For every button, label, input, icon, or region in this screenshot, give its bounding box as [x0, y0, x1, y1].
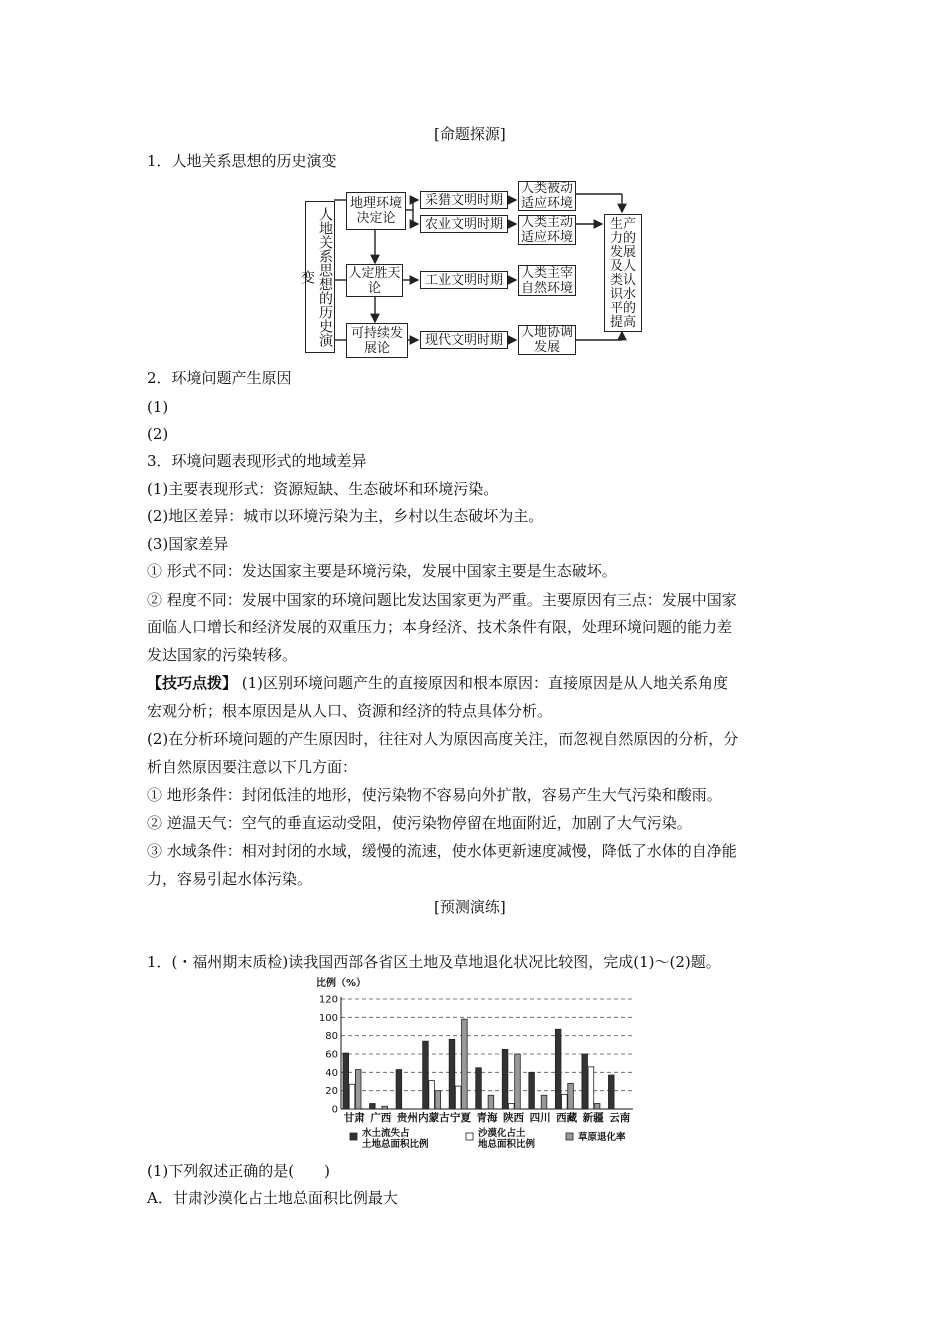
theory-sustainable-text: 可持续发展论	[350, 325, 403, 356]
bar-grassland	[382, 1106, 388, 1109]
period-modern	[420, 331, 508, 349]
tip-line: (2)在分析环境问题的产生原因时，往往对人为原因高度关注，而忽视自然原因的分析，分	[147, 730, 739, 748]
period-agriculture	[420, 215, 508, 233]
x-tick-label: 内蒙古	[418, 1112, 450, 1124]
legend-label: 地总面积比例	[478, 1139, 536, 1150]
period-agriculture-text: 农业文明时期	[424, 216, 503, 232]
period-hunting-text: 采猎文明时期	[424, 192, 503, 208]
theory-conquer-nature-text: 人定胜天论	[348, 265, 401, 296]
x-tick-label: 贵州	[396, 1112, 418, 1124]
bar-grassland	[568, 1083, 574, 1109]
legend-swatch	[350, 1133, 357, 1140]
theory-sustainable	[346, 323, 408, 358]
section3-line: (1)主要表现形式：资源短缺、生态破坏和环境污染。	[147, 480, 499, 498]
theory-determinism	[346, 192, 406, 230]
result-dominate-text: 人类主宰自然环境	[520, 265, 573, 296]
legend-label: 沙漠化占土	[478, 1128, 526, 1139]
bar-erosion	[370, 1104, 376, 1110]
result-active	[518, 215, 576, 245]
y-axis-label: 比例（%）	[316, 978, 367, 989]
y-tick-label: 40	[325, 1067, 338, 1079]
degradation-chart	[314, 974, 654, 1154]
question1: 1．(・福州期末质检)读我国西部各省区土地及草地退化状况比较图，完成(1)～(2)题。	[147, 953, 721, 971]
x-tick-label: 云南	[609, 1112, 631, 1124]
result-harmony	[518, 325, 576, 355]
diagram-right-label-text: 生产力的发展及人类认识水平的提高	[609, 217, 636, 330]
legend-label: 水土流失占	[362, 1128, 410, 1139]
tip-line: ① 地形条件：封闭低洼的地形，使污染物不容易向外扩散，容易产生大气污染和酸雨。	[147, 786, 722, 804]
section1-title: 1．人地关系思想的历史演变	[147, 152, 337, 170]
result-passive	[518, 181, 576, 211]
tip-paragraph	[147, 673, 728, 693]
section3-line: (3)国家差异	[147, 535, 229, 553]
legend-label: 草原退化率	[578, 1132, 626, 1143]
tip-line: 析自然原因要注意以下几方面：	[147, 758, 358, 776]
theory-conquer-nature	[346, 264, 403, 297]
x-tick-label: 广西	[370, 1112, 392, 1124]
result-passive-text: 人类被动适应环境	[520, 181, 573, 211]
section3-line: 发达国家的污染转移。	[147, 646, 298, 664]
option-a[interactable]: A．甘肃沙漠化占土地总面积比例最大	[147, 1189, 398, 1207]
bar-erosion	[529, 1072, 535, 1109]
bar-desert	[562, 1094, 568, 1109]
section2-title: 2．环境问题产生原因	[147, 369, 292, 387]
history-diagram	[300, 180, 650, 360]
section2-item1: (1)	[147, 398, 169, 416]
diagram-left-label-text: 人地关系思想的历史演变	[299, 207, 333, 347]
tip-line: 宏观分析；根本原因是从人口、资源和经济的特点具体分析。	[147, 702, 553, 720]
bar-grassland	[355, 1070, 361, 1109]
tip-label: 【技巧点拨】	[147, 674, 238, 692]
bar-desert	[455, 1086, 461, 1109]
period-industrial	[420, 271, 508, 289]
bar-grassland	[488, 1095, 494, 1109]
heading-source: [命题探源]	[434, 125, 506, 143]
bar-desert	[349, 1084, 355, 1109]
x-tick-label: 宁夏	[449, 1112, 471, 1124]
x-tick-label: 西藏	[556, 1112, 578, 1124]
legend-swatch	[466, 1133, 473, 1140]
section3-line: ② 程度不同：发展中国家的环境问题比发达国家更为严重。主要原因有三点：发展中国家	[147, 591, 737, 609]
y-tick-label: 60	[325, 1049, 338, 1061]
diagram-left-label	[299, 201, 335, 353]
bar-grassland	[515, 1054, 521, 1109]
y-tick-label: 20	[325, 1086, 338, 1098]
heading-practice: [预测演练]	[434, 898, 506, 916]
bar-erosion	[476, 1068, 482, 1109]
legend-label: 土地总面积比例	[362, 1139, 429, 1150]
x-tick-label: 陕西	[503, 1112, 525, 1124]
section3-line: 面临人口增长和经济发展的双重压力；本身经济、技术条件有限，处理环境问题的能力差	[147, 618, 733, 636]
bar-erosion	[449, 1039, 455, 1109]
y-tick-label: 100	[318, 1012, 338, 1024]
result-dominate	[518, 265, 576, 296]
bar-grassland	[435, 1091, 441, 1109]
section3-line: (2)地区差异：城市以环境污染为主，乡村以生态破坏为主。	[147, 507, 544, 525]
bar-erosion	[582, 1054, 588, 1109]
sub-question: (1)下列叙述正确的是( )	[147, 1162, 330, 1180]
period-hunting	[420, 191, 508, 209]
tip-line: ② 逆温天气：空气的垂直运动受阻，使污染物停留在地面附近，加剧了大气污染。	[147, 814, 692, 832]
bar-erosion	[608, 1075, 614, 1109]
diagram-right-label	[604, 214, 642, 332]
x-tick-label: 青海	[476, 1112, 498, 1124]
x-tick-label: 新疆	[582, 1112, 604, 1124]
section2-item2: (2)	[147, 425, 169, 443]
bar-grassland	[462, 1019, 468, 1109]
bar-erosion	[343, 1053, 349, 1109]
period-industrial-text: 工业文明时期	[424, 272, 503, 288]
section3-line: ① 形式不同：发达国家主要是环境污染，发展中国家主要是生态破坏。	[147, 562, 617, 580]
tip-line: (1)区别环境问题产生的直接原因和根本原因：直接原因是从人地关系角度	[237, 674, 729, 692]
bar-erosion	[555, 1029, 561, 1109]
y-tick-label: 0	[331, 1104, 338, 1116]
period-modern-text: 现代文明时期	[424, 332, 503, 348]
bar-grassland	[594, 1104, 600, 1110]
x-tick-label: 甘肃	[343, 1112, 365, 1124]
legend-swatch	[566, 1133, 573, 1140]
y-tick-label: 120	[318, 994, 338, 1006]
bar-erosion	[396, 1070, 402, 1109]
bar-erosion	[423, 1041, 429, 1109]
tip-line: ③ 水域条件：相对封闭的水域，缓慢的流速，使水体更新速度减慢，降低了水体的自净能	[147, 842, 737, 860]
y-tick-label: 80	[325, 1031, 338, 1043]
tip-line: 力，容易引起水体污染。	[147, 870, 313, 888]
theory-determinism-text: 地理环境决定论	[349, 196, 402, 226]
bar-desert	[429, 1081, 435, 1109]
x-tick-label: 四川	[529, 1112, 551, 1124]
bar-desert	[508, 1104, 514, 1110]
bar-grassland	[541, 1095, 547, 1109]
bar-erosion	[502, 1049, 508, 1109]
section3-title: 3．环境问题表现形式的地域差异	[147, 452, 367, 470]
result-active-text: 人类主动适应环境	[520, 215, 573, 245]
bar-desert	[588, 1067, 594, 1109]
result-harmony-text: 人地协调发展	[520, 325, 573, 355]
